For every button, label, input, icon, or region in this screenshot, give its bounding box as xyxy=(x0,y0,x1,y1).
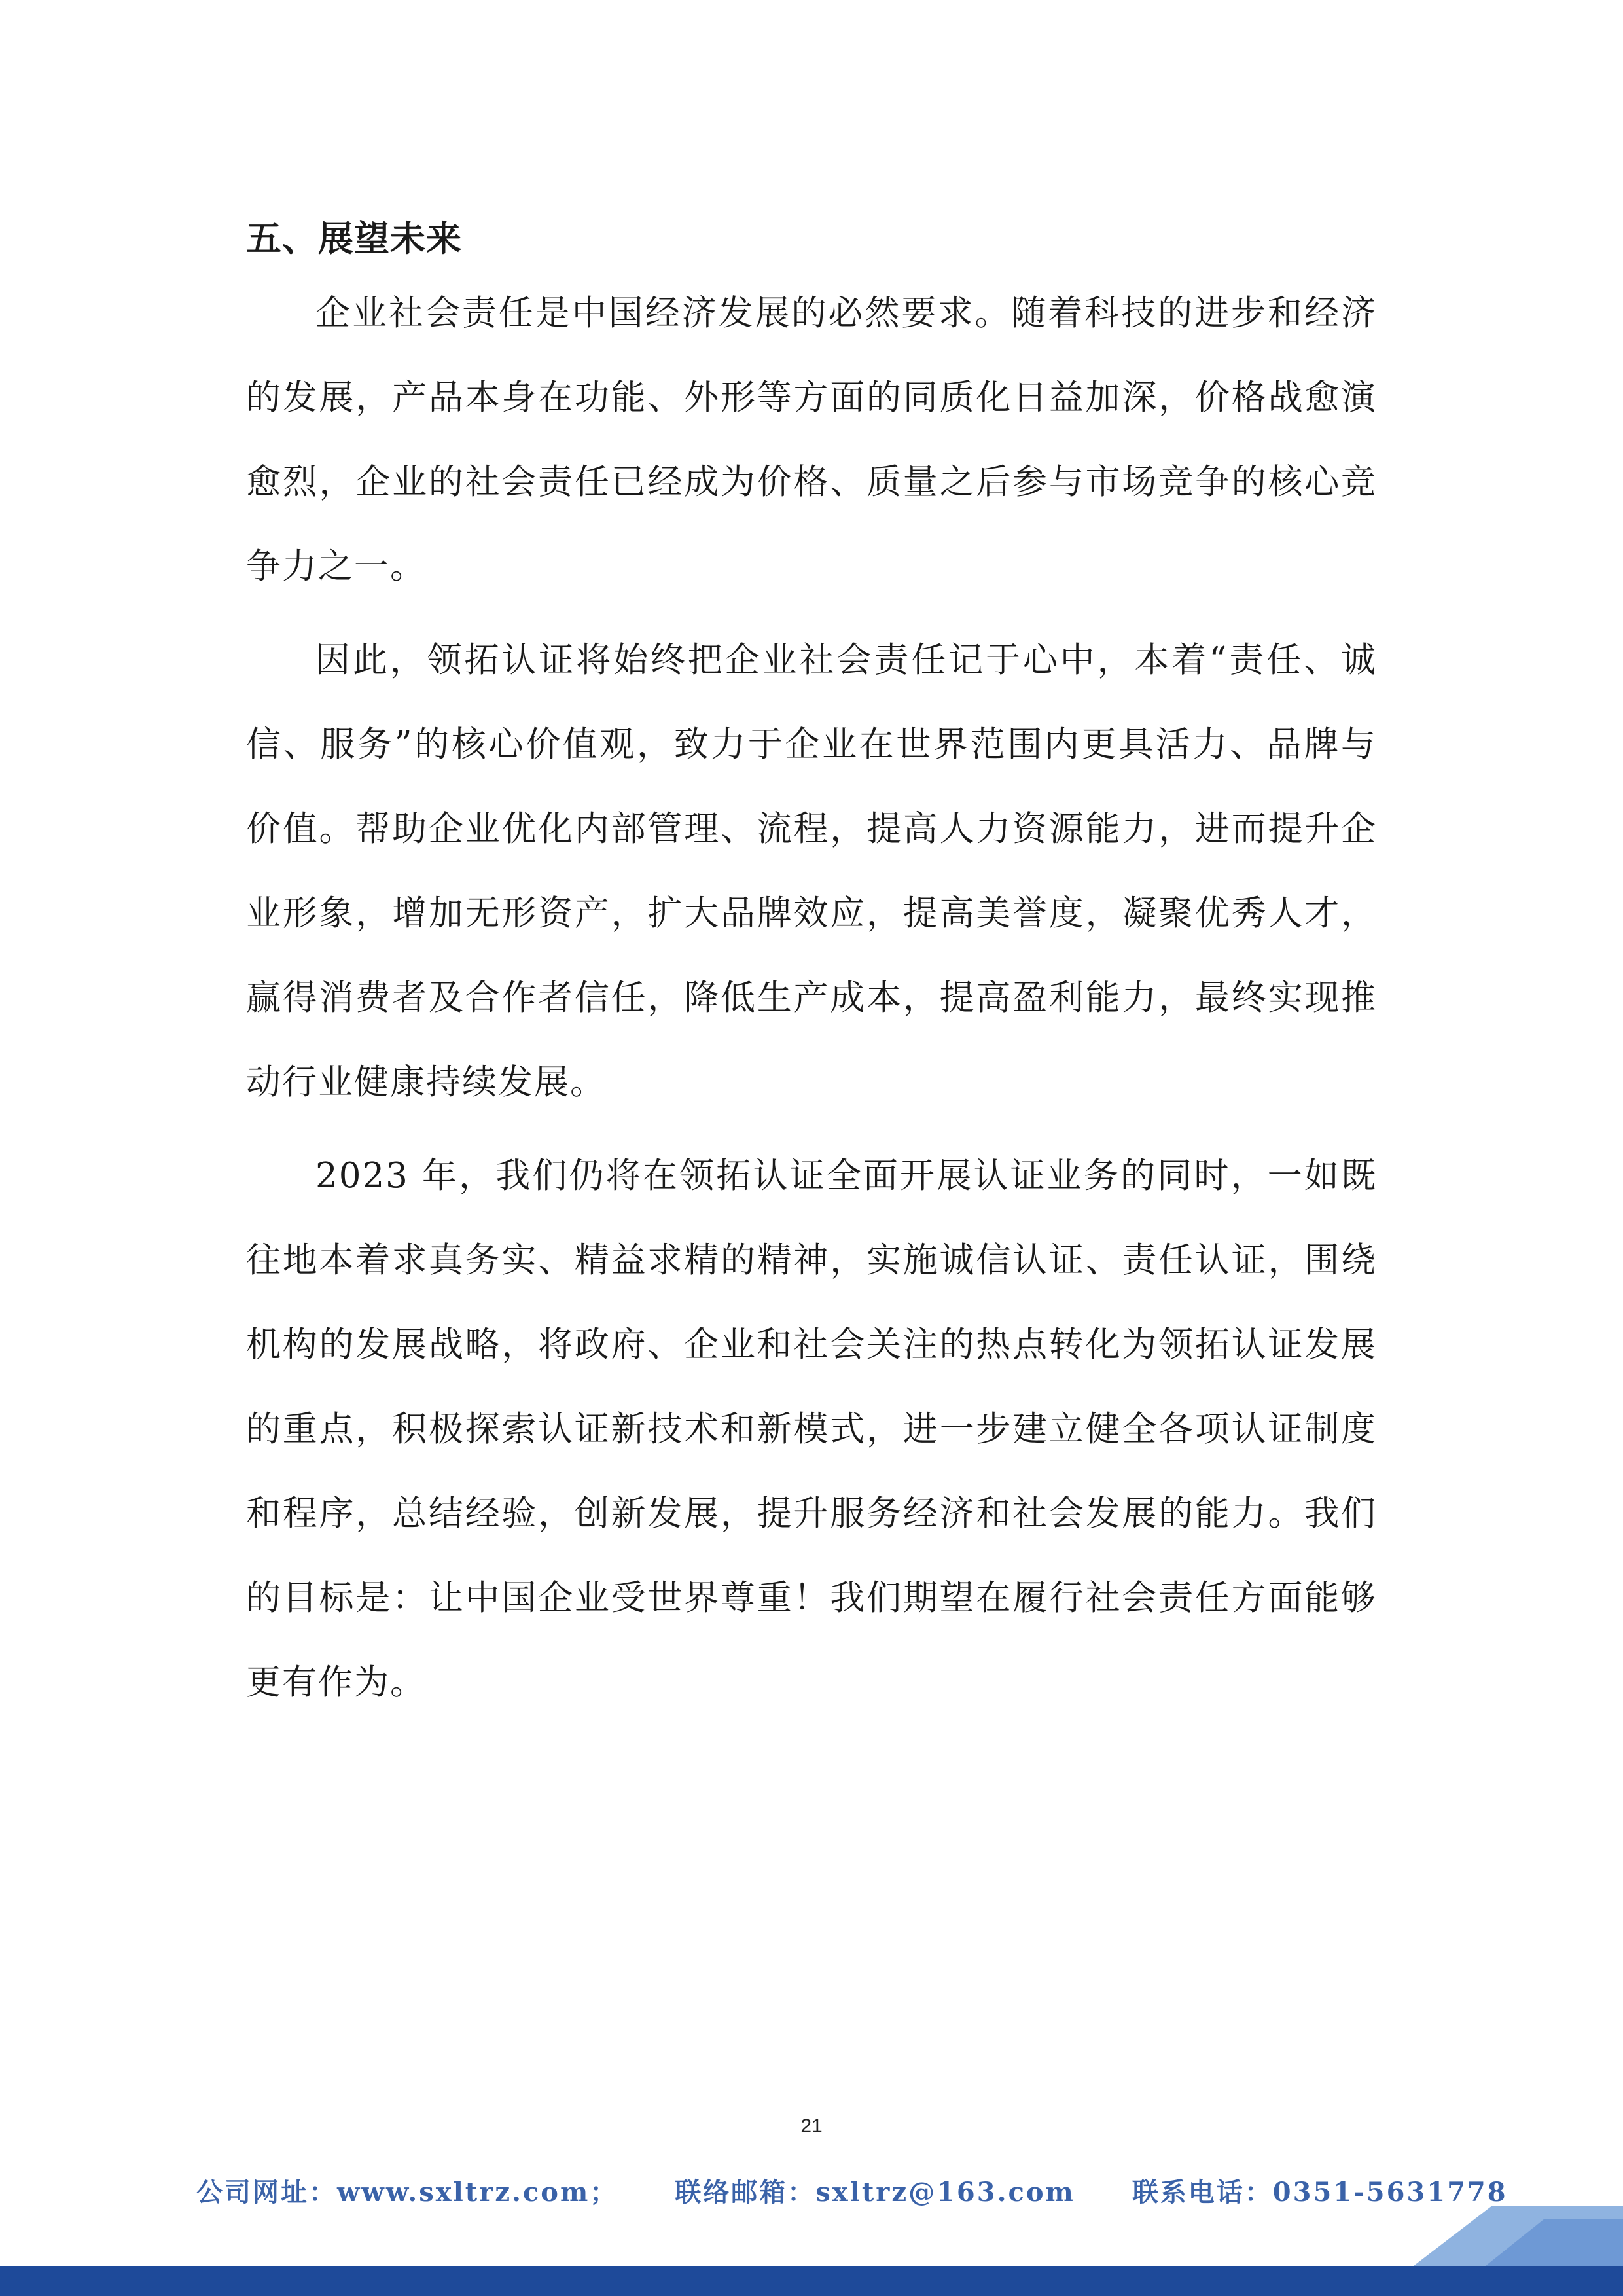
footer-email: 联络邮箱：sxltrz@163.com xyxy=(675,2177,1075,2208)
footer-bar xyxy=(0,2266,1623,2296)
page-content xyxy=(246,209,1377,1734)
paragraph-2: 因此，领拓认证将始终把企业社会责任记于心中，本着“责任、诚信、服务”的核心价值观，致力于企业在世界范围内更具活力、品牌与价值。帮助企业优化内部管理、流程，提高人力资源能力，进而提升企业形象，增加无形资产，扩大品牌效应，提高美誉度，凝聚优秀人才，赢得消费者及合作者信任，降低生产成本，提高盈利能力，最终实现推动行业健康持续发展。 xyxy=(246,640,1377,1102)
section-heading: 五、展望未来 xyxy=(246,218,462,259)
footer-contact-line xyxy=(196,2172,1508,2209)
footer-phone: 联系电话：0351-5631778 xyxy=(1132,2177,1508,2208)
page-number: 21 xyxy=(800,2115,823,2137)
paragraph-3: 2023 年，我们仍将在领拓认证全面开展认证业务的同时，一如既往地本着求真务实、精益求精的精神，实施诚信认证、责任认证，围绕机构的发展战略，将政府、企业和社会关注的热点转化为领拓认证发展的重点，积极探索认证新技术和新模式，进一步建立健全各项认证制度和程序，总结经验，创新发展，提升服务经济和社会发展的能力。我们的目标是：让中国企业受世界尊重！我们期望在履行社会责任方面能够更有作为。 xyxy=(246,1156,1377,1702)
paragraph-1: 企业社会责任是中国经济发展的必然要求。随着科技的进步和经济的发展，产品本身在功能、外形等方面的同质化日益加深，价格战愈演愈烈，企业的社会责任已经成为价格、质量之后参与市场竞争的核心竞争力之一。 xyxy=(246,293,1377,586)
footer-website: 公司网址：www.sxltrz.com； xyxy=(196,2177,618,2208)
footer-decoration-icon xyxy=(1414,2206,1623,2266)
